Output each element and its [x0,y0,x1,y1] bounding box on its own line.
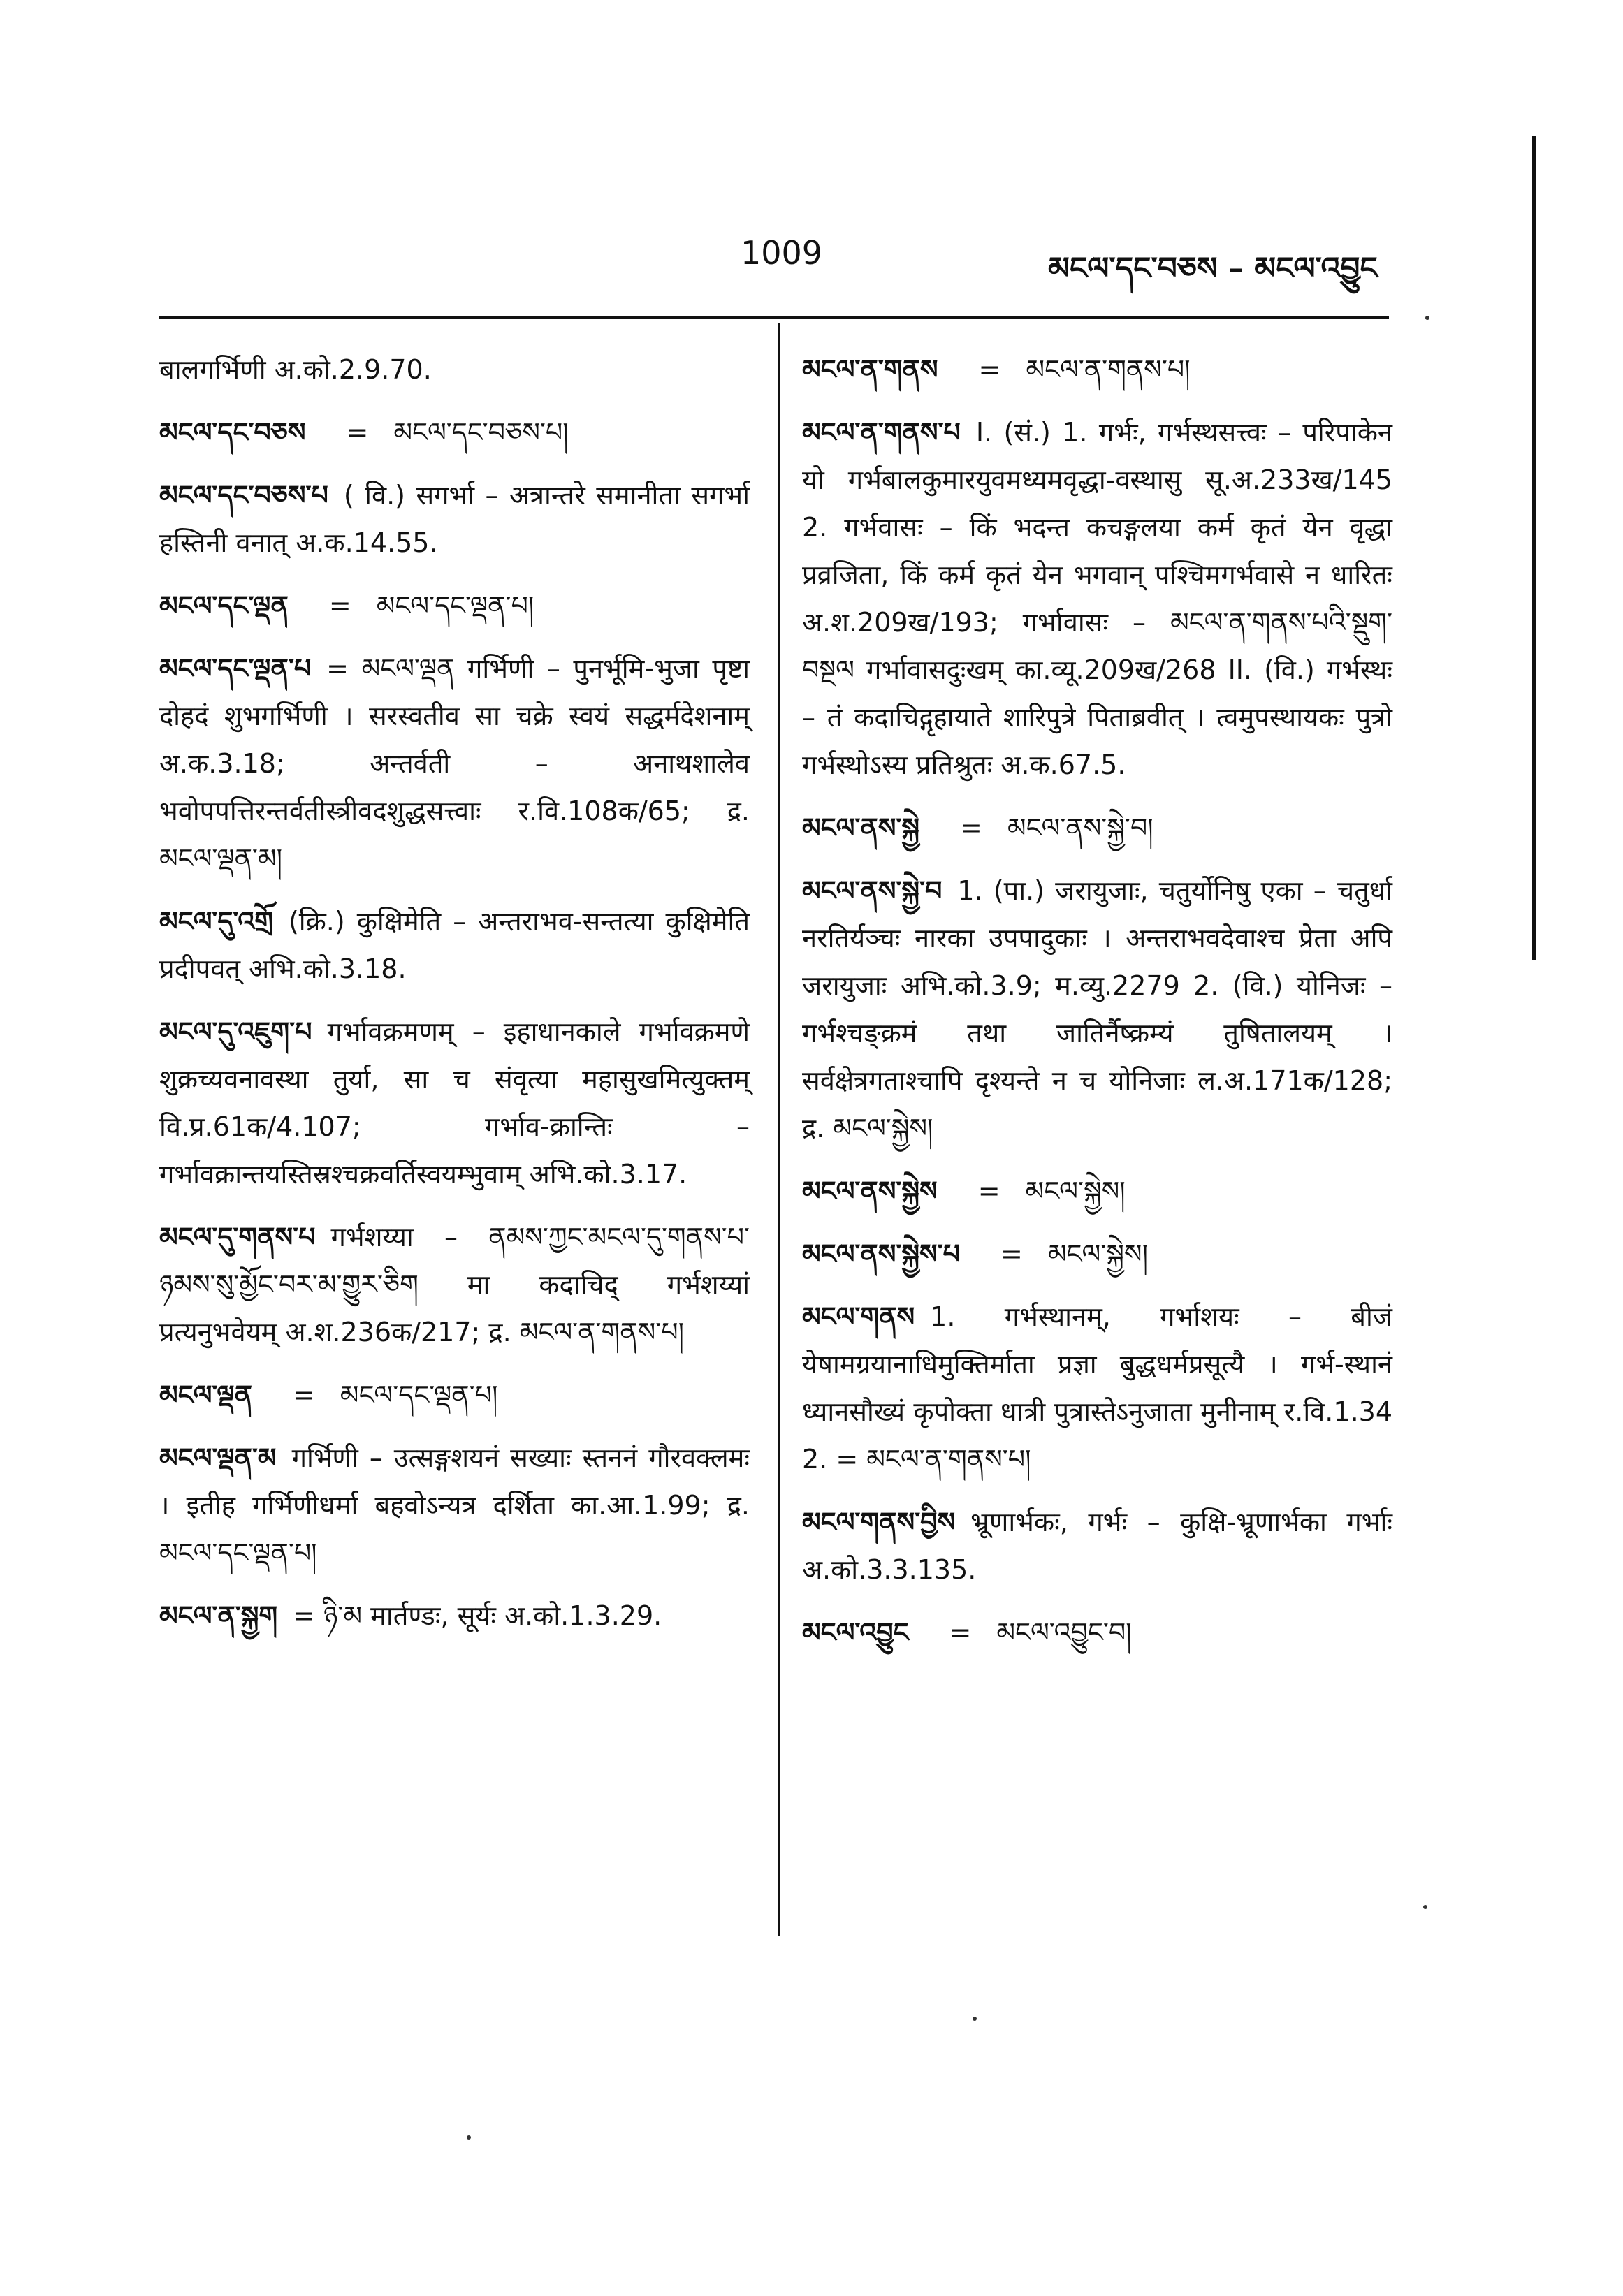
entry-text: बालगर्भिणी अ.को.2.9.70. [159,354,432,385]
entry-headword: མངལ་ན་གནས་པ [802,417,961,448]
entry-headword: མངལ་ན་གནས [802,354,938,385]
equals-sign: = [328,590,351,621]
entry-headword: མངལ་ནས་སྐྱེས་པ [802,1238,961,1269]
equals-sign: = [977,1176,1000,1206]
entry-headword: མངལ་དང་ལྡན [159,590,289,621]
entry-headword: མངལ་ལྡན [159,1380,252,1410]
equals-sign: = [949,1617,972,1648]
equals-sign: = [1000,1238,1023,1269]
running-head: མངལ་དང་བཅས – མངལ་འབྱུང [1048,251,1378,286]
scan-speck [1425,316,1429,320]
dictionary-entry [802,346,1392,393]
entry-text: = མངལ་ལྡན गर्भिणी – पुनर्भूमि-भुजा पृष्टा दोहदं शुभगर्भिणी । सरस्वतीव सा चक्रे स्वयं सद्धर्मदेशनाम् अ.क.3.18; अन्तर्वती – अनाथशालेव भवोपपत्तिरन्तर्वतीस्त्रीवदशुद्धसत्त्वाः र.वि.108क/65; द्र. མངལ་ལྡན་མ། [159,653,750,874]
entry-headword: མངལ་ལྡན་མ [159,1442,277,1473]
dictionary-entry [159,645,750,882]
entry-headword: མངལ་དུ་གནས་པ [159,1222,316,1252]
entry-headword: མངལ་ནས་སྐྱེས [802,1176,938,1206]
entry-text: མངལ་འབྱུང་བ། [996,1617,1132,1648]
equals-sign: = [346,417,369,448]
entry-headword: མངལ་དང་བཅས་པ [159,480,328,511]
entry-headword: མངལ་འབྱུང [802,1617,909,1648]
dictionary-entry [159,582,750,629]
entry-headword: མངལ་གནས [802,1301,915,1332]
dictionary-entry [159,1371,750,1419]
entry-text: गर्भिणी – उत्सङ्गशयनं सख्याः स्तननं गौरवक्लमः । इतीह गर्भिणीधर्मा बहवोऽन्यत्र दर्शिता का.आ.1.99; द्र. མངལ་དང་ལྡན་པ། [159,1442,750,1568]
equals-sign: = [978,354,1001,385]
entry-text: = ཉི་མ मार्तण्डः, सूर्यः अ.को.1.3.29. [293,1600,662,1631]
entry-text: गर्भशय्या – ནམས་ཀྱང་མངལ་དུ་གནས་པ་ཉམས་སུ་མྱོང་བར་མ་གྱུར་ཅིག मा कदाचिद् गर्भशय्यां प्रत्यनुभवेयम् अ.श.236क/217; द्र. མངལ་ན་གནས་པ། [159,1222,750,1347]
entry-text: भ्रूणार्भकः, गर्भः – कुक्षि-भ्रूणार्भका गर्भाः अ.को.3.3.135. [802,1507,1392,1585]
dictionary-entry [802,1498,1392,1593]
entry-text: མངལ་སྐྱེས། [1025,1176,1126,1206]
dictionary-entry [802,1609,1392,1656]
entry-headword: མངལ་གནས་བྱིས [802,1507,956,1537]
entry-text: མངལ་དང་ལྡན་པ། [376,590,534,621]
column-divider [778,323,780,1936]
dictionary-entry [802,1293,1392,1483]
dictionary-entry [802,409,1392,789]
scan-speck [1423,1905,1427,1909]
dictionary-entry [159,1213,750,1356]
dictionary-entry [159,898,750,993]
dictionary-entry [159,346,750,393]
right-column [802,346,1392,1672]
entry-headword: མངལ་དང་བཅས [159,417,306,448]
entry-text: (क्रि.) कुक्षिमेति – अन्तराभव-सन्तत्या कुक्षिमेति प्रदीपवत् अभि.को.3.18. [159,906,750,984]
left-column [159,346,750,1655]
entry-text: 1. गर्भस्थानम्, गर्भाशयः – बीजं येषामग्रयानाधिमुक्तिर्माता प्रज्ञा बुद्धधर्मप्रसूत्यै । गर्भ-स्थानं ध्यानसौख्यं कृपोक्ता धात्री पुत्रास्तेऽनुजाता मुनीनाम् र.वि.1.34 2. = མངལ་ན་གནས་པ། [802,1301,1392,1475]
dictionary-entry [802,804,1392,851]
margin-line [1532,136,1536,960]
dictionary-entry [802,1167,1392,1215]
entry-headword: མངལ་ནས་སྐྱེ [802,812,920,843]
dictionary-entry [159,1592,750,1639]
entry-text: མངལ་ནས་སྐྱེ་བ། [1007,812,1153,843]
dictionary-entry [159,1434,750,1577]
dictionary-entry [159,409,750,456]
entry-headword: མངལ་དུ་འགྲོ [159,906,273,937]
dictionary-entry [159,1008,750,1198]
entry-text: མངལ་ན་གནས་པ། [1026,354,1191,385]
equals-sign: = [960,812,982,843]
dictionary-entry [802,867,1392,1152]
entry-headword: མངལ་དུ་འཇུག་པ [159,1016,312,1047]
page-number: 1009 [741,234,823,272]
entry-text: མངལ་དང་ལྡན་པ། [340,1380,498,1410]
equals-sign: = [292,1380,315,1410]
scan-speck [467,2135,471,2140]
entry-headword: མངལ་ན་སྐྱག [159,1600,278,1631]
dictionary-entry [159,471,750,566]
entry-text: མངལ་དང་བཅས་པ། [393,417,569,448]
scan-speck [973,2017,977,2021]
entry-headword: མངལ་ནས་སྐྱེ་བ [802,875,942,906]
entry-headword: མངལ་དང་ལྡན་པ [159,653,312,684]
header-rule [159,316,1389,319]
entry-text: མངལ་སྐྱེས། [1047,1238,1149,1269]
entry-text: 1. (पा.) जरायुजाः, चतुर्योनिषु एका – चतुर्धा नरतिर्यञ्चः नारका उपपादुकाः । अन्तराभवदेवाश्च प्रेता अपि जरायुजाः अभि.को.3.9; म.व्यु.2279 2. (वि.) योनिजः – गर्भश्चङ्क्रमं तथा जातिर्नैष्क्रम्यं तुषितालयम् । सर्वक्षेत्रगताश्चापि दृश्यन्ते न च योनिजाः ल.अ.171क/128; द्र. མངལ་སྐྱེས། [802,875,1392,1143]
dictionary-entry [802,1230,1392,1278]
entry-text: I. (सं.) 1. गर्भः, गर्भस्थसत्त्वः – परिपाकेन यो गर्भबालकुमारयुवमध्यमवृद्धा-वस्थासु सू.अ.233ख/145 2. गर्भवासः – किं भदन्त कचङ्गलया कर्म कृतं येन वृद्धा प्रव्रजिता, किं कर्म कृतं येन भगवान् पश्चिमगर्भवासे न धारितः अ.श.209ख/193; गर्भावासः – མངལ་ན་གནས་པའི་སྡུག་བསྔལ गर्भावासदुःखम् का.व्यू.209ख/268 II. (वि.) गर्भस्थः – तं कदाचिद्गृहायाते शारिपुत्रे पिताब्रवीत् । त्वमुपस्थायकः पुत्रो गर्भस्थोऽस्य प्रतिश्रुतः अ.क.67.5. [802,417,1392,780]
entry-text: गर्भावक्रमणम् – इहाधानकाले गर्भावक्रमणे शुक्रच्यवनावस्था तुर्या, सा च संवृत्या महासुखमित्युक्तम् वि.प्र.61क/4.107; गर्भाव-क्रान्तिः – गर्भावक्रान्तयस्तिस्रश्चक्रवर्तिस्वयम्भुवाम् अभि.को.3.17. [159,1016,750,1190]
entry-text: ( वि.) सगर्भा – अत्रान्तरे समानीता सगर्भा हस्तिनी वनात् अ.क.14.55. [159,480,750,558]
